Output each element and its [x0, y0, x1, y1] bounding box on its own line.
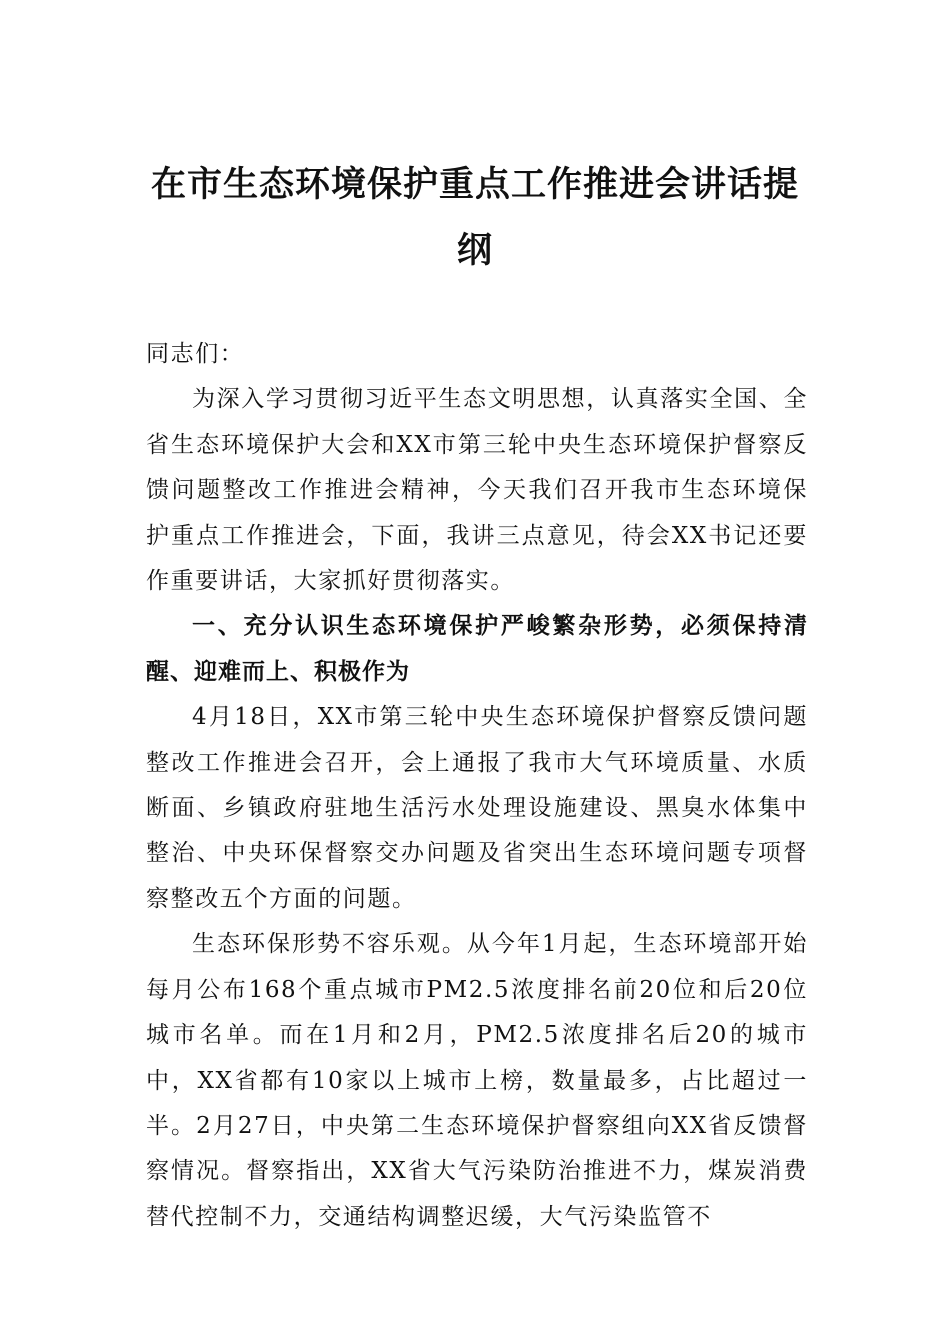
paragraph-meeting-report: 4月18日，XX市第三轮中央生态环境保护督察反馈问题整改工作推进会召开，会上通报了我市大气环境质量、水质断面、乡镇政府驻地生活污水处理设施建设、黑臭水体集中整治、中央环保督察交办问题及省突出生态环境问题专项督察整改五个方面的问题。: [146, 704, 808, 912]
section-heading-1: 一、充分认识生态环境保护严峻繁杂形势，必须保持清醒、迎难而上、积极作为: [146, 613, 808, 685]
document-title: 在市生态环境保护重点工作推进会讲话提纲: [150, 165, 799, 271]
document-body: [146, 332, 808, 1240]
intro-paragraph: 为深入学习贯彻习近平生态文明思想，认真落实全国、全省生态环境保护大会和XX市第三轮中央生态环境保护督察反馈问题整改工作推进会精神，今天我们召开我市生态环境保护重点工作推进会，下面，我讲三点意见，待会XX书记还要作重要讲话，大家抓好贯彻落实。: [146, 386, 808, 595]
paragraph-situation: 生态环保形势不容乐观。从今年1月起，生态环境部开始每月公布168个重点城市PM2.5浓度排名前20位和后20位城市名单。而在1月和2月，PM2.5浓度排名后20的城市中，XX省都有10家以上城市上榜，数量最多，占比超过一半。2月27日，中央第二生态环境保护督察组向XX省反馈督察情况。督察指出，XX省大气污染防治推进不力，煤炭消费替代控制不力，交通结构调整迟缓，大气污染监管不: [146, 931, 808, 1230]
greeting: 同志们：: [146, 341, 245, 367]
